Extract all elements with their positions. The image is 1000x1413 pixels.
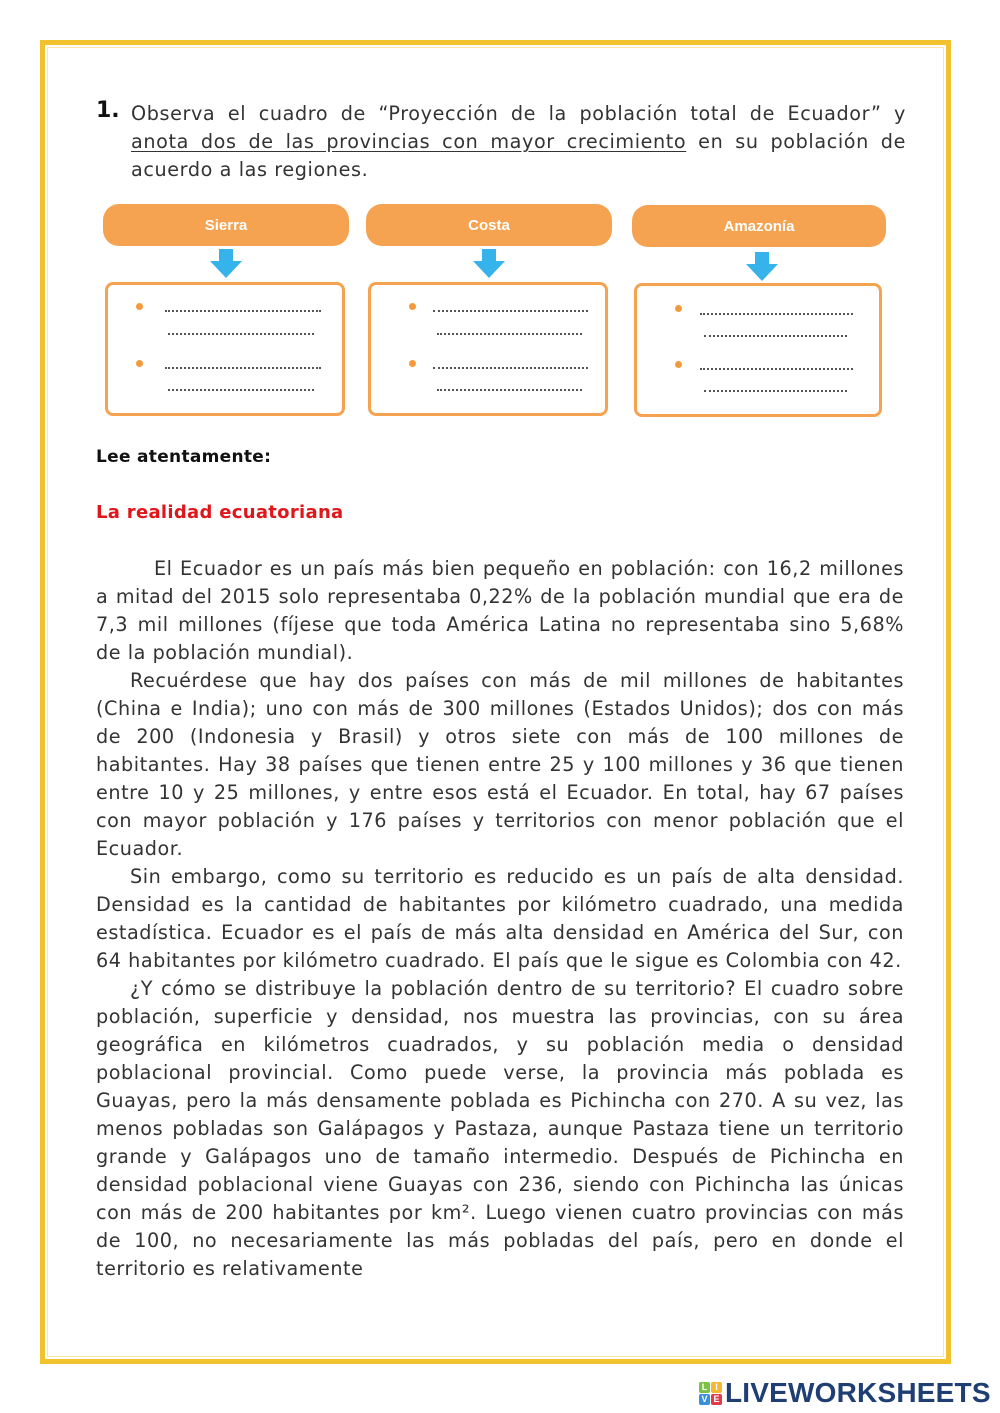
answer-line[interactable] — [165, 367, 321, 369]
region-label-sierra: Sierra — [103, 204, 349, 246]
answer-box-costa — [368, 282, 608, 416]
region-label-amazonia: Amazonía — [632, 205, 886, 247]
question-text-underlined: anota dos de las provincias con mayor crecimiento — [131, 130, 687, 153]
article-title: La realidad ecuatoriana — [96, 502, 344, 523]
answer-line[interactable] — [168, 389, 314, 391]
answer-line[interactable] — [168, 333, 314, 335]
region-label-costa: Costa — [366, 204, 612, 246]
logo-tile: E — [711, 1394, 722, 1405]
answer-line[interactable] — [437, 333, 582, 335]
article-body — [96, 555, 904, 1283]
arrow-down-icon — [746, 252, 778, 282]
liveworksheets-logo[interactable] — [699, 1377, 991, 1409]
logo-text: LIVEWORKSHEETS — [725, 1377, 991, 1408]
answer-line[interactable] — [704, 390, 847, 392]
bullet-icon — [675, 305, 682, 312]
bullet-icon — [675, 361, 682, 368]
paragraph: El Ecuador es un país más bien pequeño en población: con 16,2 millones a mitad del 2015 solo representaba 0,22% de la población mundial que era de 7,3 mil millones (fíjese que toda América Latina no representaba sino 5,68% de la población mundial). — [96, 557, 904, 664]
arrow-down-icon — [473, 249, 505, 279]
question-text-start: Observa el cuadro de “Proyección de la población total de Ecuador” y — [131, 102, 906, 125]
question-text — [131, 100, 906, 184]
read-instruction: Lee atentamente: — [96, 447, 272, 467]
question-text-end: en su población de acuerdo a las regiones. — [131, 130, 906, 181]
paragraph: ¿Y cómo se distribuye la población dentro de su territorio? El cuadro sobre población, superficie y densidad, nos muestra las provincias, con su área geográfica en kilómetros cuadrados, y su población media o densidad poblacional provincial. Como puede verse, la provincia más poblada es Guayas, pero la más densamente poblada es Pichincha con 270. A su vez, las menos pobladas son Galápagos y Pastaza, aunque Pastaza tiene un territorio grande y Galápagos uno de tamaño intermedio. Después de Pichincha en densidad poblacional viene Guayas con 236, siendo con Pichincha las únicas con más de 200 habitantes por km². Luego vienen cuatro provincias con más de 100, no necesariamente las más pobladas del país, pero en donde el territorio es relativamente — [96, 977, 904, 1280]
logo-tile: L — [699, 1382, 710, 1393]
answer-line[interactable] — [704, 335, 847, 337]
bullet-icon — [409, 360, 416, 367]
paragraph: Sin embargo, como su territorio es reducido es un país de alta densidad. Densidad es la cantidad de habitantes por kilómetro cuadrado, una medida estadística. Ecuador es el país de más alta densidad en América del Sur, con 64 habitantes por kilómetro cuadrado. El país que le sigue es Colombia con 42. — [96, 865, 904, 972]
answer-line[interactable] — [700, 368, 853, 370]
answer-line[interactable] — [433, 310, 588, 312]
logo-tiles-icon — [699, 1382, 722, 1405]
arrow-down-icon — [210, 249, 242, 279]
bullet-icon — [136, 360, 143, 367]
logo-tile: I — [711, 1382, 722, 1393]
answer-line[interactable] — [700, 313, 853, 315]
bullet-icon — [409, 303, 416, 310]
answer-box-amazonia — [634, 283, 882, 417]
answer-box-sierra — [105, 282, 345, 416]
logo-tile: V — [699, 1394, 710, 1405]
answer-line[interactable] — [165, 310, 321, 312]
question-number: 1. — [96, 98, 120, 123]
answer-line[interactable] — [433, 367, 588, 369]
bullet-icon — [136, 303, 143, 310]
paragraph: Recuérdese que hay dos países con más de mil millones de habitantes (China e India); uno con más de 300 millones (Estados Unidos); dos con más de 200 (Indonesia y Brasil) y otros siete con más de 100 millones de habitantes. Hay 38 países que tienen entre 25 y 100 millones y 36 que tienen entre 10 y 25 millones, y entre esos está el Ecuador. En total, hay 67 países con mayor población y 176 países y territorios con menor población que el Ecuador. — [96, 669, 904, 860]
answer-line[interactable] — [437, 389, 582, 391]
